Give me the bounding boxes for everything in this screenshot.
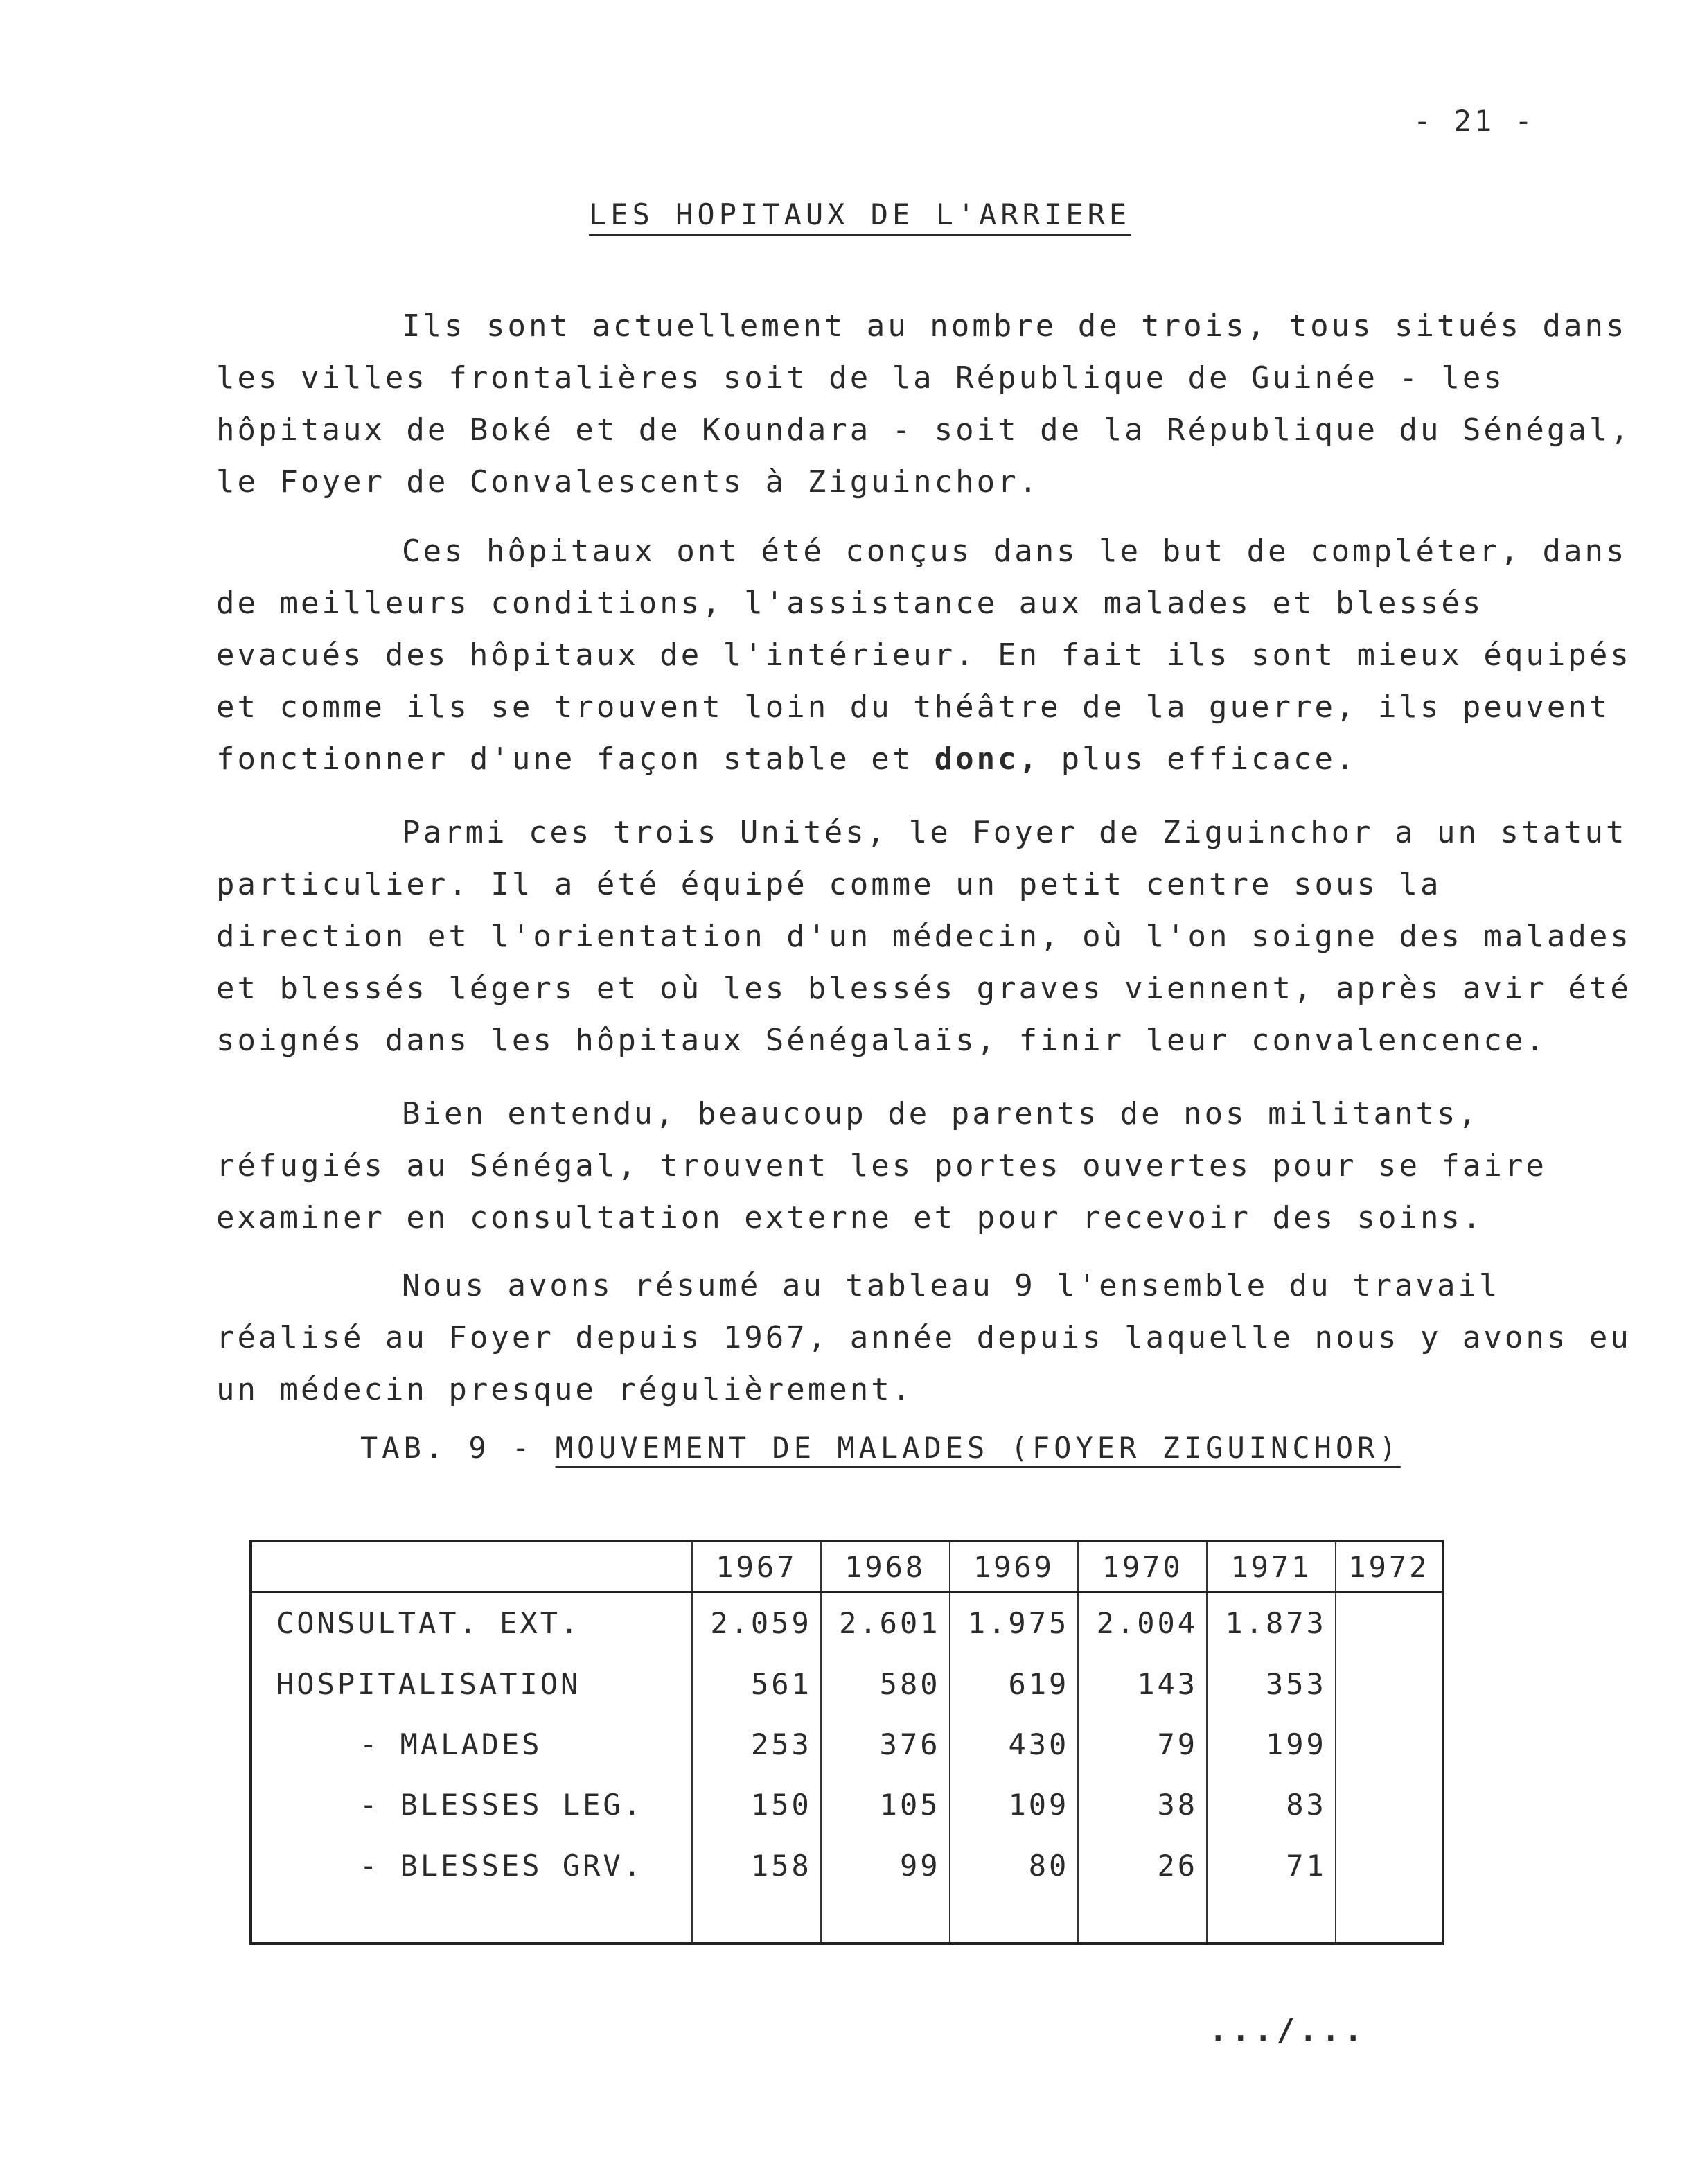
paragraph-1 — [216, 300, 1643, 508]
paragraph-2-emphasis: donc, — [934, 741, 1041, 777]
cell: 26 — [1078, 1835, 1207, 1895]
cell: 430 — [950, 1714, 1079, 1774]
page-number: - 21 - — [1413, 104, 1535, 138]
table-row — [252, 1592, 1442, 1654]
row-label: HOSPITALISATION — [276, 1666, 581, 1701]
cell: 376 — [821, 1714, 950, 1774]
cell — [1336, 1774, 1442, 1835]
cell: 1.873 — [1207, 1592, 1336, 1654]
data-table — [249, 1540, 1444, 1945]
table-row — [252, 1654, 1442, 1714]
cell: 1.975 — [950, 1592, 1079, 1654]
cell: 79 — [1078, 1714, 1207, 1774]
row-label: - BLESSES GRV. — [360, 1848, 644, 1883]
cell: 143 — [1078, 1654, 1207, 1714]
cell — [1336, 1654, 1442, 1714]
table-caption — [360, 1431, 1401, 1465]
cell: 2.059 — [692, 1592, 821, 1654]
table-padding-row — [252, 1896, 1442, 1942]
cell: 199 — [1207, 1714, 1336, 1774]
paragraph-2-text-a: Ces hôpitaux ont été conçus dans le but de compléter, dans de meilleurs conditions, l'assistance aux malades et blessés evacués des hôpitaux de l'intérieur. En fait ils sont mieux équipés et comme ils se trouvent loin du théâtre de la guerre, ils peuvent fonctionner d'une façon stable et — [216, 534, 1631, 777]
row-label: CONSULTAT. EXT. — [276, 1606, 581, 1641]
cell: 150 — [692, 1774, 821, 1835]
paragraph-1-text: Ils sont actuellement au nombre de trois, tous situés dans les villes frontalières soit de la République de Guinée - les hôpitaux de Boké et de Koundara - soit de la République du Sénégal, le Foyer de Convalescents à Ziguinchor. — [216, 308, 1631, 500]
header-year: 1967 — [692, 1542, 821, 1592]
cell — [1336, 1835, 1442, 1895]
cell: 109 — [950, 1774, 1079, 1835]
header-year: 1968 — [821, 1542, 950, 1592]
cell: 80 — [950, 1835, 1079, 1895]
header-year: 1970 — [1078, 1542, 1207, 1592]
header-year: 1972 — [1336, 1542, 1442, 1592]
paragraph-3 — [216, 807, 1643, 1066]
cell: 38 — [1078, 1774, 1207, 1835]
header-label-cell — [252, 1542, 692, 1592]
cell — [1336, 1714, 1442, 1774]
cell: 253 — [692, 1714, 821, 1774]
cell: 105 — [821, 1774, 950, 1835]
cell: 71 — [1207, 1835, 1336, 1895]
table-header-row — [252, 1542, 1442, 1592]
paragraph-2 — [216, 525, 1643, 785]
paragraph-4-text: Bien entendu, beaucoup de parents de nos militants, réfugiés au Sénégal, trouvent les portes ouvertes pour se faire examiner en consultation externe et pour recevoir des soins. — [216, 1096, 1547, 1235]
cell: 2.601 — [821, 1592, 950, 1654]
table-row — [252, 1835, 1442, 1895]
cell: 353 — [1207, 1654, 1336, 1714]
paragraph-5 — [216, 1260, 1643, 1416]
row-label: - BLESSES LEG. — [360, 1788, 644, 1822]
table-row — [252, 1714, 1442, 1774]
table-row — [252, 1774, 1442, 1835]
table-caption-title: MOUVEMENT DE MALADES (FOYER ZIGUINCHOR) — [555, 1431, 1401, 1465]
cell: 83 — [1207, 1774, 1336, 1835]
section-title: LES HOPITAUX DE L'ARRIERE — [589, 197, 1131, 231]
cell: 2.004 — [1078, 1592, 1207, 1654]
continuation-mark: .../... — [1209, 2013, 1367, 2048]
row-label: - MALADES — [360, 1727, 542, 1761]
paragraph-2-text-c: plus efficace. — [1061, 741, 1357, 777]
paragraph-4 — [216, 1088, 1643, 1244]
header-year: 1969 — [950, 1542, 1079, 1592]
cell: 158 — [692, 1835, 821, 1895]
cell: 619 — [950, 1654, 1079, 1714]
cell: 580 — [821, 1654, 950, 1714]
header-year: 1971 — [1207, 1542, 1336, 1592]
cell — [1336, 1592, 1442, 1654]
cell: 99 — [821, 1835, 950, 1895]
paragraph-5-text: Nous avons résumé au tableau 9 l'ensemble du travail réalisé au Foyer depuis 1967, année depuis laquelle nous y avons eu un médecin presque régulièrement. — [216, 1268, 1631, 1407]
table-caption-prefix: TAB. 9 - — [360, 1431, 534, 1465]
paragraph-3-text: Parmi ces trois Unités, le Foyer de Ziguinchor a un statut particulier. Il a été équipé comme un petit centre sous la direction et l'orientation d'un médecin, où l'on soigne des malades et blessés légers et où les blessés graves viennent, après avir été soignés dans les hôpitaux Sénégalaïs, finir leur convalencence. — [216, 815, 1631, 1058]
cell: 561 — [692, 1654, 821, 1714]
